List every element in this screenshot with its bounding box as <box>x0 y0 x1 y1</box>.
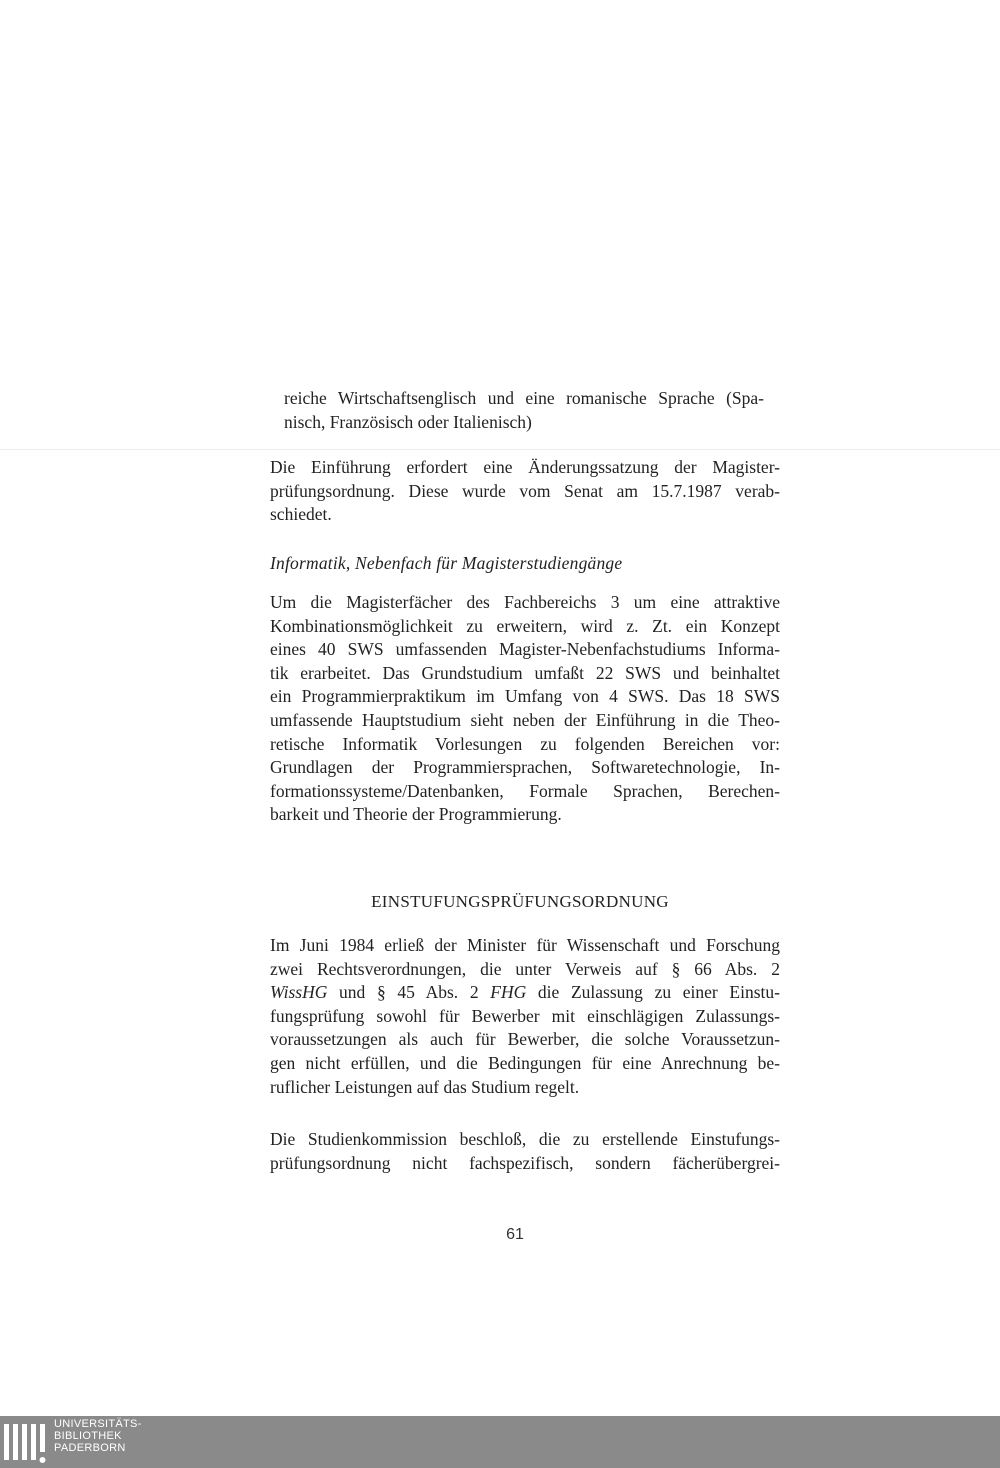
paragraph-line: Kombinationsmöglichkeit zu erweitern, wird z. Zt. ein Konzept <box>270 615 780 636</box>
paragraph-line: eines 40 SWS umfassenden Magister-Nebenfachstudiums Informa- <box>270 639 780 660</box>
scan-artifact-line <box>0 449 1000 450</box>
paragraph-line: barkeit und Theorie der Programmierung. <box>270 804 562 825</box>
page-number: 61 <box>506 1226 524 1243</box>
law-citation-wisshg: WissHG <box>270 982 328 1003</box>
paragraph-line: Um die Magisterfächer des Fachbereichs 3 um eine attraktive <box>270 592 780 612</box>
library-name-line: BIBLIOTHEK <box>54 1430 122 1442</box>
library-footer <box>0 1416 1000 1468</box>
studienkommission-paragraph <box>270 1128 780 1175</box>
paragraph-line: prüfungsordnung. Diese wurde vom Senat am 15.7.1987 verab- <box>270 480 780 501</box>
library-name-line: UNIVERSITÄTS- <box>54 1418 142 1430</box>
paragraph-line: Grundlagen der Programmiersprachen, Softwaretechnologie, In- <box>270 757 780 778</box>
paragraph-line: tik erarbeitet. Das Grundstudium umfaßt 22 SWS und beinhaltet <box>270 662 780 683</box>
paragraph-line: prüfungsordnung nicht fachspezifisch, sondern fächerübergrei- <box>270 1152 780 1173</box>
paragraph-line: formationssysteme/Datenbanken, Formale Sprachen, Berechen- <box>270 780 780 801</box>
paragraph-line: schiedet. <box>270 504 332 525</box>
paragraph-line: fungsprüfung sowohl für Bewerber mit einschlägigen Zulassungs- <box>270 1005 780 1026</box>
einstufung-paragraph <box>270 934 780 1099</box>
paragraph-line: zwei Rechtsverordnungen, die unter Verweis auf § 66 Abs. 2 <box>270 958 780 979</box>
paragraph-line: Die Studienkommission beschloß, die zu erstellende Einstufungs- <box>270 1129 780 1149</box>
intro-paragraph <box>270 456 780 527</box>
line-segment: und § 45 Abs. 2 <box>327 982 491 1003</box>
paragraph-line: gen nicht erfüllen, und die Bedingungen für eine Anrechnung be- <box>270 1052 780 1073</box>
paragraph-line: Im Juni 1984 erließ der Minister für Wissenschaft und Forschung <box>270 935 780 955</box>
paragraph-line: ruflicher Leistungen auf das Studium regelt. <box>270 1076 580 1097</box>
paragraph-line: umfassende Hauptstudium sieht neben der Einführung in die Theo- <box>270 709 780 730</box>
informatik-paragraph <box>270 591 780 827</box>
line-segment: die Zulassung zu einer Einstu- <box>526 982 780 1003</box>
library-name <box>54 1418 142 1454</box>
paragraph-line: Die Einführung erfordert eine Änderungssatzung der Magister- <box>270 457 780 477</box>
paragraph-line: voraussetzungen als auch für Bewerber, die solche Voraussetzun- <box>270 1029 780 1050</box>
paragraph-line: nisch, Französisch oder Italienisch) <box>284 411 532 432</box>
paragraph-line <box>270 981 780 1005</box>
informatik-subheading: Informatik, Nebenfach für Magisterstudiengänge <box>270 553 623 573</box>
einstufung-section-heading: EINSTUFUNGSPRÜFUNGSORDNUNG <box>371 892 669 911</box>
carryover-paragraph <box>284 387 764 434</box>
library-bars-icon <box>4 1422 48 1466</box>
law-citation-fhg: FHG <box>490 982 527 1003</box>
paragraph-line: ein Programmierpraktikum im Umfang von 4 SWS. Das 18 SWS <box>270 686 780 707</box>
paragraph-line: retische Informatik Vorlesungen zu folgenden Bereichen vor: <box>270 733 780 754</box>
library-name-line: PADERBORN <box>54 1442 126 1454</box>
paragraph-line: reiche Wirtschaftsenglisch und eine romanische Sprache (Spa- <box>284 388 764 408</box>
